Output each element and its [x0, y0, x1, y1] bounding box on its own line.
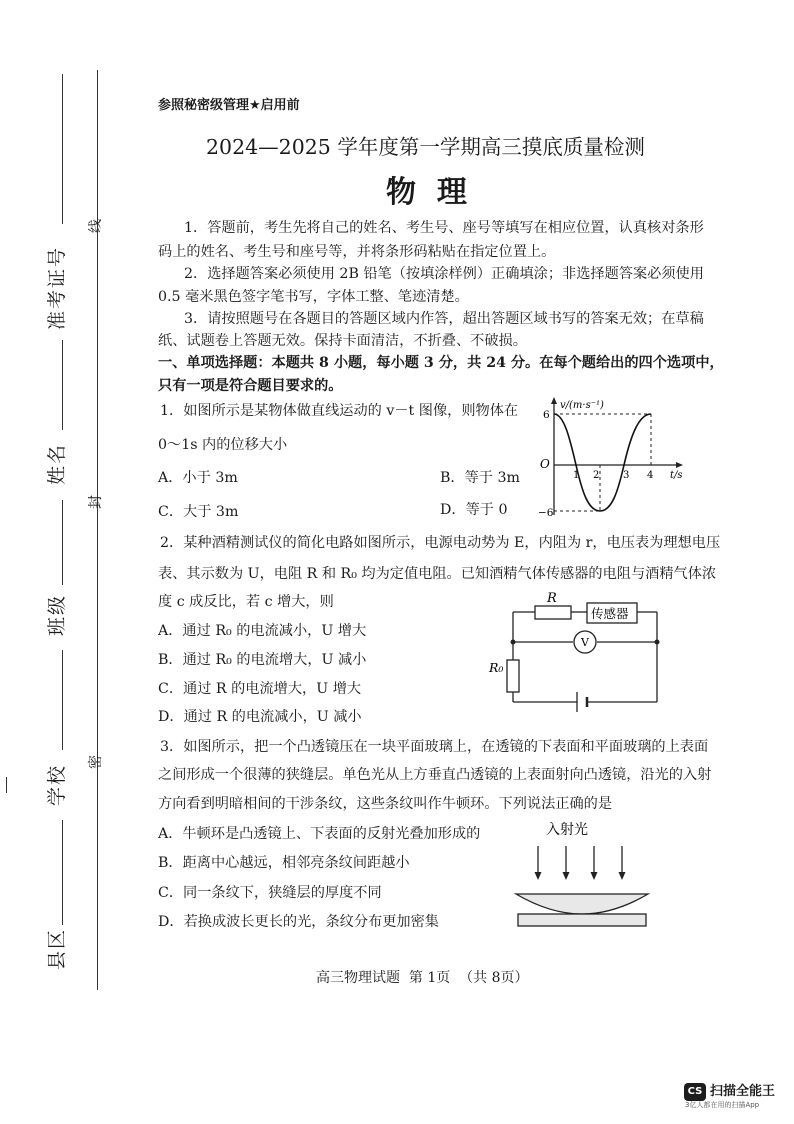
vt-x-arrow	[676, 462, 683, 468]
lens-figure	[510, 816, 660, 932]
q2-option-c: C．通过 R 的电流增大，U 增大	[158, 681, 362, 697]
ticket-blank	[62, 74, 63, 224]
q3-option-c: C．同一条纹下，狭缝层的厚度不同	[158, 885, 382, 901]
instruction-2b: 0.5 毫米黑色签字笔书写，字体工整、笔迹清楚。	[158, 289, 469, 305]
q1-option-b: B．等于 3m	[440, 470, 520, 486]
q1-stem-1: 1．如图所示是某物体做直线运动的 v－t 图像，则物体在	[160, 403, 519, 419]
class-blank	[62, 500, 63, 585]
vt-x-tick-4: 4	[647, 470, 654, 481]
circuit-resistor-r	[535, 606, 571, 619]
q2-option-a: A．通过 R₀ 的电流减小，U 增大	[158, 623, 367, 639]
vt-x-label: t/s	[670, 470, 683, 481]
q3-option-b: B．距离中心越远，相邻亮条纹间距越小	[158, 855, 410, 871]
circuit-diagram	[485, 590, 665, 720]
light-ray-arrow	[591, 872, 598, 880]
q3-stem-3: 方向看到明暗相间的干涉条纹，这些条纹叫作牛顿环。下列说法正确的是	[158, 796, 613, 812]
page-footer: 高三物理试题 第 1页 （共 8页）	[316, 970, 529, 986]
q1-option-c: C．大于 3m	[158, 504, 239, 520]
instruction-1b: 码上的姓名、考生号和座号等，并将条形码粘贴在指定位置上。	[158, 244, 556, 260]
light-ray-arrow	[535, 872, 542, 880]
vt-y-arrow	[551, 397, 557, 404]
scanner-tagline: 3亿人都在用的扫描App	[685, 1101, 760, 1109]
circuit-resistor-r0	[507, 660, 519, 692]
vt-x-tick-3: 3	[623, 470, 630, 481]
circuit-r-label: R	[547, 591, 557, 606]
ticket-number-label: 准考证号	[46, 245, 68, 330]
q3-option-a: A．牛顿环是凸透镜上、下表面的反射光叠加形成的	[158, 826, 481, 842]
circuit-junction	[511, 640, 516, 645]
vt-origin: O	[540, 457, 550, 471]
name-label: 姓名	[46, 442, 68, 485]
margin-tick	[6, 777, 7, 793]
instruction-3a: 3．请按照题号在各题目的答题区域内作答，超出答题区域书写的答案无效；在草稿	[184, 311, 704, 327]
security-level: 参照秘密级管理★启用前	[158, 98, 300, 113]
instruction-3b: 纸、试题卷上答题无效。保持卡面清洁，不折叠、不破损。	[158, 333, 527, 349]
instruction-2a: 2．选择题答案必须使用 2B 铅笔（按填涂样例）正确填涂；非选择题答案必须使用	[184, 266, 704, 282]
flat-glass	[518, 914, 646, 926]
q3-stem-1: 3．如图所示，把一个凸透镜压在一块平面玻璃上，在透镜的下表面和平面玻璃的上表面	[160, 739, 709, 755]
scanner-logo: CS	[684, 1083, 706, 1101]
binding-line	[97, 70, 98, 990]
vt-y-bottom: −6	[538, 507, 554, 519]
q2-option-b: B．通过 R₀ 的电流增大，U 减小	[158, 652, 367, 668]
light-ray-arrow	[563, 872, 570, 880]
circuit-sensor-label: 传感器	[591, 606, 629, 621]
section1-heading-2: 只有一项是符合题目要求的。	[158, 378, 343, 394]
instruction-1a: 1．答题前，考生先将自己的姓名、考生号、座号等填写在相应位置，认真核对条形	[184, 220, 704, 236]
vt-curve	[554, 414, 654, 511]
q3-option-d: D．若换成波长更长的光，条纹分布更加密集	[158, 914, 439, 930]
q1-stem-2: 0～1s 内的位移大小	[158, 437, 288, 453]
district-blank	[62, 820, 63, 925]
q2-stem-1: 2．某种酒精测试仪的简化电路如图所示，电源电动势为 E，内阻为 r，电压表为理想电压	[160, 535, 721, 551]
q1-option-d: D．等于 0	[440, 502, 508, 518]
vt-graph	[530, 395, 690, 520]
class-label: 班级	[46, 593, 68, 636]
section1-heading: 一、单项选择题：本题共 8 小题，每小题 3 分，共 24 分。在每个题给出的四个选项中，	[158, 355, 724, 371]
school-blank	[62, 650, 63, 750]
circuit-r0-label: R₀	[489, 660, 504, 675]
q1-option-a: A．小于 3m	[158, 470, 238, 486]
circuit-junction	[655, 640, 660, 645]
vt-y-label: v/(m·s⁻¹)	[560, 400, 604, 411]
q2-option-d: D．通过 R 的电流减小，U 减小	[158, 709, 362, 725]
light-ray-arrow	[619, 872, 626, 880]
seal-secret-char: 密	[88, 755, 104, 769]
lens-light-label: 入射光	[546, 822, 588, 838]
subject-title: 物 理	[386, 175, 467, 210]
name-blank	[62, 340, 63, 430]
convex-lens	[516, 894, 648, 914]
q3-stem-2: 之间形成一个很薄的狭缝层。单色光从上方垂直凸透镜的上表面射向凸透镜，沿光的入射	[158, 767, 712, 783]
school-label: 学校	[46, 763, 68, 806]
seal-line-char: 线	[88, 219, 104, 233]
district-label: 县区	[46, 927, 68, 970]
q2-stem-3: 度 c 成反比，若 c 增大，则	[158, 594, 334, 610]
seal-seal-char: 封	[88, 495, 104, 509]
exam-title: 2024—2025 学年度第一学期高三摸底质量检测	[206, 135, 645, 159]
circuit-voltmeter-label: V	[581, 636, 589, 649]
vt-x-tick-2: 2	[593, 470, 600, 481]
vt-x-tick-1: 1	[573, 470, 580, 481]
vt-y-top: 6	[543, 409, 550, 421]
scanner-brand: 扫描全能王	[710, 1084, 776, 1099]
q2-stem-2: 表、其示数为 U，电阻 R 和 R₀ 均为定值电阻。已知酒精气体传感器的电阻与酒精气体浓	[158, 566, 717, 582]
